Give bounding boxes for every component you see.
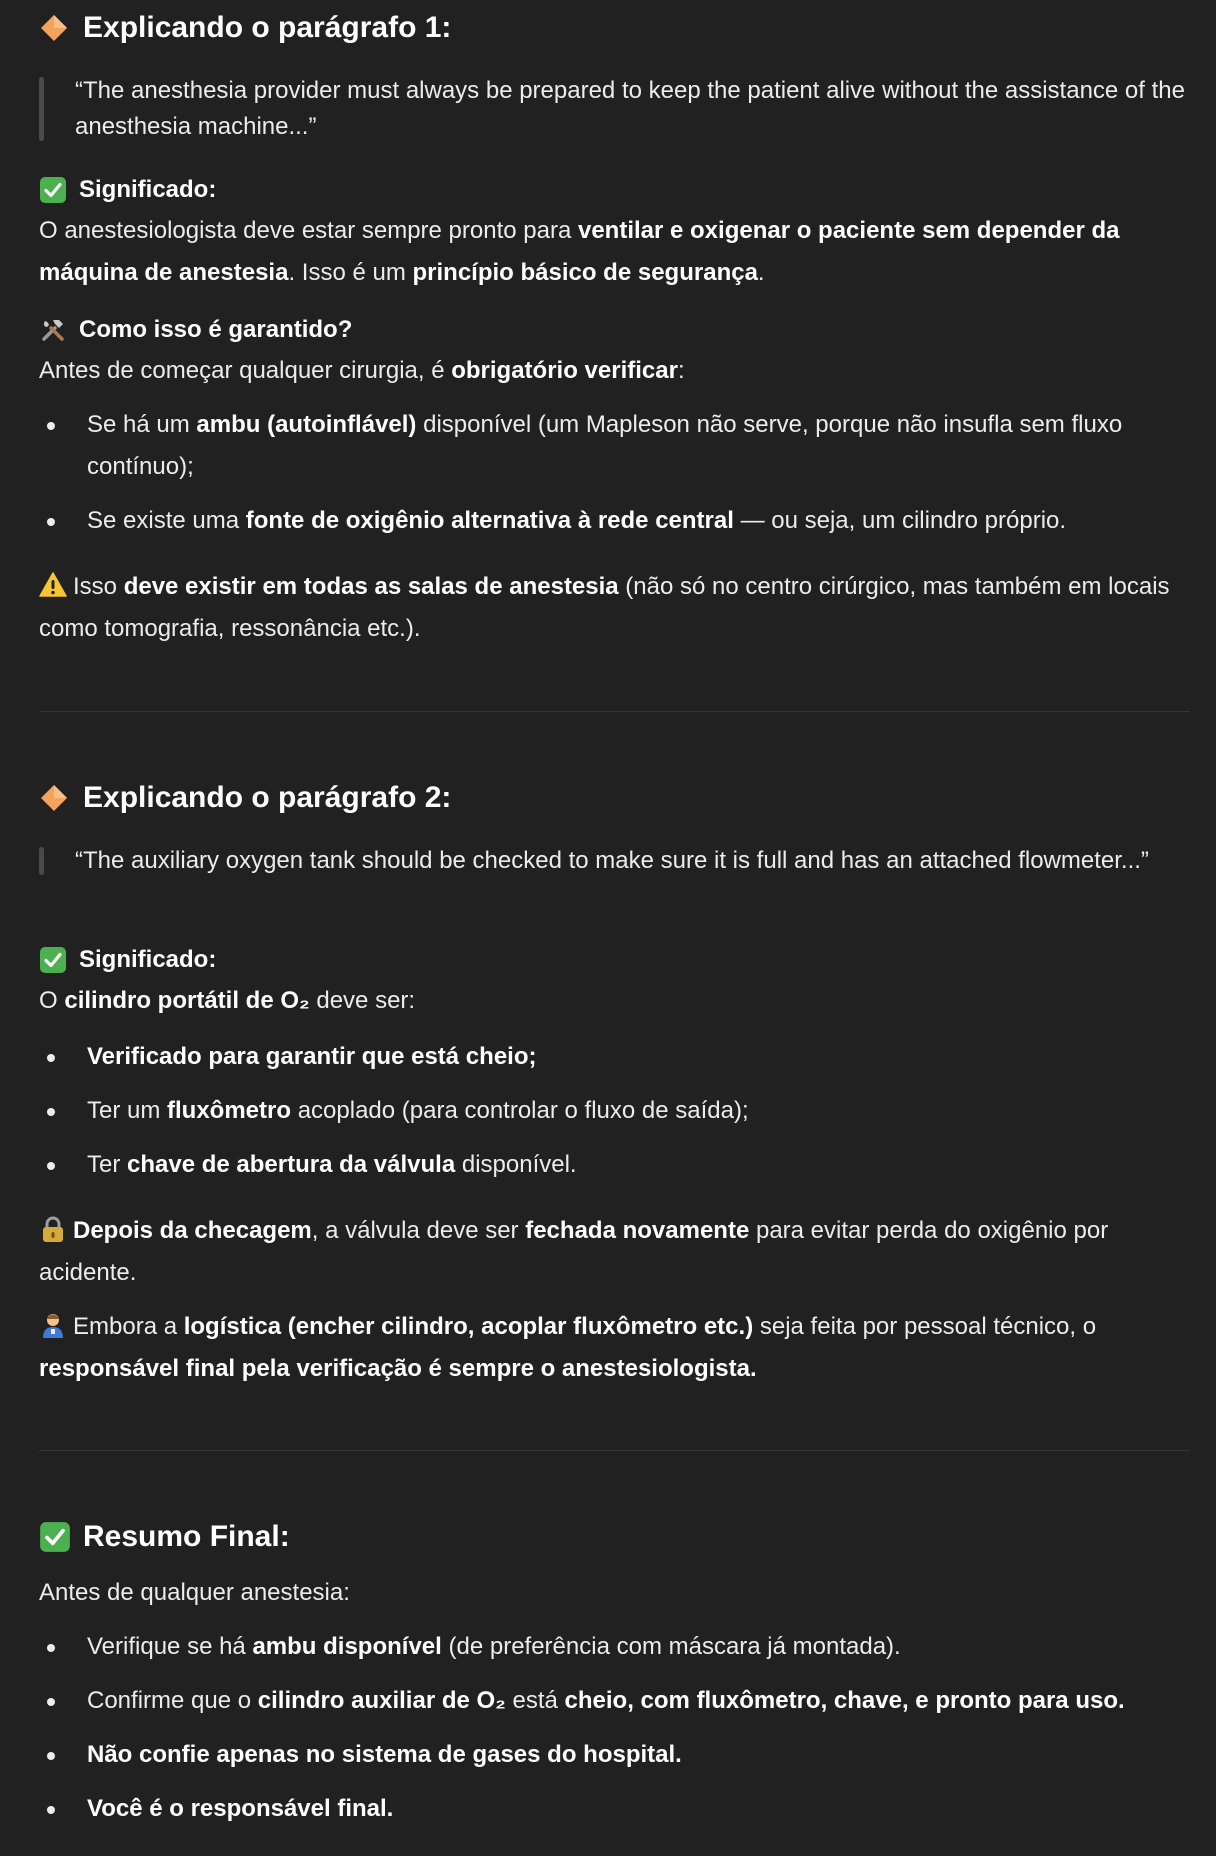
text-run: Ter um — [87, 1097, 168, 1124]
text-run: disponível (um Mapleson não serve, porque não insufla sem fluxo contínuo); — [87, 411, 1123, 480]
text-run: . Isso é um — [288, 259, 413, 286]
orange-diamond-icon — [39, 13, 69, 43]
how-intro-text — [39, 350, 1190, 392]
quote-block-1 — [39, 73, 1190, 145]
how-block — [39, 312, 1190, 392]
bullet-list-2 — [39, 1036, 1190, 1186]
section-heading — [39, 1517, 1190, 1557]
blockquote: “The anesthesia provider must always be prepared to keep the patient alive without the assistance of the anesthesia machine...” — [39, 73, 1190, 145]
bold-text: Não confie apenas no sistema de gases do hospital. — [87, 1741, 682, 1768]
tech-text-content — [39, 1313, 1096, 1382]
bullet-list — [39, 404, 1190, 542]
bold-text: responsável final pela verificação é sempre o anestesiologista. — [39, 1355, 757, 1382]
text-run: Ter — [87, 1151, 128, 1178]
text-run: : — [677, 357, 685, 384]
list-item — [39, 1144, 1190, 1186]
bullet-list — [39, 1626, 1190, 1830]
text-run: Verifique se há — [87, 1633, 253, 1660]
bold-text: ventilar e oxigenar o paciente sem depender da máquina de anestesia — [39, 217, 1120, 286]
section-summary — [39, 1517, 1190, 1557]
section-heading — [39, 778, 1190, 818]
list-item — [39, 1788, 1190, 1830]
bold-text: fonte de oxigênio alternativa à rede central — [245, 507, 734, 534]
text-run: (de preferência com máscara já montada). — [441, 1633, 901, 1660]
text-run: Antes de começar qualquer cirurgia, é — [39, 357, 452, 384]
section-heading-text: Explicando o parágrafo 2: — [83, 781, 452, 814]
check-mark-icon — [39, 176, 67, 204]
lock-icon — [39, 1215, 67, 1243]
meaning-block-2 — [39, 942, 1190, 1022]
meaning-text — [39, 210, 1190, 294]
text-run: Se há um — [87, 411, 197, 438]
summary-intro: Antes de qualquer anestesia: — [39, 1579, 350, 1606]
lock-text — [39, 1210, 1190, 1294]
meaning-block-1 — [39, 172, 1190, 294]
meaning-label: Significado: — [79, 946, 217, 973]
list-item — [39, 500, 1190, 542]
blockquote: “The auxiliary oxygen tank should be checked to make sure it is full and has an attached flowmeter...” — [39, 843, 1190, 879]
meaning-subheading — [39, 942, 1190, 978]
list-item — [39, 1680, 1190, 1722]
warning-text-content — [39, 573, 1170, 642]
section-divider — [39, 1450, 1190, 1451]
text-run: está — [505, 1687, 565, 1714]
check-mark-icon — [39, 946, 67, 974]
bold-text: obrigatório verificar — [451, 357, 678, 384]
text-run: Isso — [73, 573, 124, 600]
list-item — [39, 404, 1190, 488]
bold-text: Verificado para garantir que está cheio; — [87, 1043, 537, 1070]
section-paragraph-1 — [39, 8, 1190, 48]
section-heading — [39, 8, 1190, 48]
section-heading-text: Resumo Final: — [83, 1520, 290, 1553]
warning-icon — [39, 571, 67, 599]
text-run: Embora a — [73, 1313, 184, 1340]
bold-text: deve existir em todas as salas de anestesia — [123, 573, 619, 600]
list-item — [39, 1036, 1190, 1078]
bold-text: ambu disponível — [252, 1633, 442, 1660]
text-run: disponível. — [455, 1151, 577, 1178]
warning-block — [39, 566, 1190, 650]
text-run: seja feita por pessoal técnico, o — [753, 1313, 1097, 1340]
text-run: . — [757, 259, 765, 286]
text-run: O anestesiologista deve estar sempre pronto para — [39, 217, 578, 244]
meaning-subheading — [39, 172, 1190, 208]
tools-icon — [39, 316, 67, 344]
bold-text: cheio, com fluxômetro, chave, e pronto para uso. — [564, 1687, 1125, 1714]
bold-text: logística (encher cilindro, acoplar fluxômetro etc.) — [183, 1313, 754, 1340]
tech-text — [39, 1306, 1190, 1390]
text-run: O — [39, 987, 65, 1014]
bold-text: cilindro auxiliar de O₂ — [257, 1687, 506, 1714]
list-item — [39, 1626, 1190, 1668]
text-run: — ou seja, um cilindro próprio. — [733, 507, 1067, 534]
how-label: Como isso é garantido? — [79, 316, 353, 343]
text-run: para evitar perda do oxigênio por acidente. — [39, 1217, 1109, 1286]
bold-text: fluxômetro — [167, 1097, 292, 1124]
text-run: (não só no centro cirúrgico, mas também em locais como tomografia, ressonância etc.). — [39, 573, 1170, 642]
bold-text: chave de abertura da válvula — [127, 1151, 456, 1178]
bold-text: fechada novamente — [525, 1217, 750, 1244]
bold-text: ambu (autoinflável) — [196, 411, 417, 438]
how-subheading — [39, 312, 1190, 348]
bullet-list — [39, 1036, 1190, 1186]
check-mark-icon — [39, 1521, 71, 1553]
bold-text: Você é o responsável final. — [87, 1795, 394, 1822]
text-run: acoplado (para controlar o fluxo de saída); — [291, 1097, 749, 1124]
tech-block — [39, 1306, 1190, 1390]
quote-block-2 — [39, 843, 1190, 879]
summary-intro-block — [39, 1572, 1190, 1614]
lock-text-content — [39, 1217, 1108, 1286]
bullet-list-3 — [39, 1626, 1190, 1830]
list-item — [39, 1734, 1190, 1776]
section-divider — [39, 711, 1190, 712]
meaning-label: Significado: — [79, 176, 217, 203]
text-run: Confirme que o — [87, 1687, 258, 1714]
bold-text: Depois da checagem — [73, 1217, 312, 1244]
intro-text — [39, 980, 1190, 1022]
bold-text: princípio básico de segurança — [412, 259, 758, 286]
text-run: , a válvula deve ser — [311, 1217, 526, 1244]
text-run: Se existe uma — [87, 507, 246, 534]
warning-text — [39, 566, 1190, 650]
text-run: deve ser: — [309, 987, 416, 1014]
list-item — [39, 1090, 1190, 1132]
section-heading-text: Explicando o parágrafo 1: — [83, 11, 452, 44]
orange-diamond-icon — [39, 783, 69, 813]
technician-icon — [39, 1311, 67, 1339]
bullet-list-1 — [39, 404, 1190, 542]
bold-text: cilindro portátil de O₂ — [64, 987, 310, 1014]
lock-block — [39, 1210, 1190, 1294]
section-paragraph-2 — [39, 778, 1190, 818]
